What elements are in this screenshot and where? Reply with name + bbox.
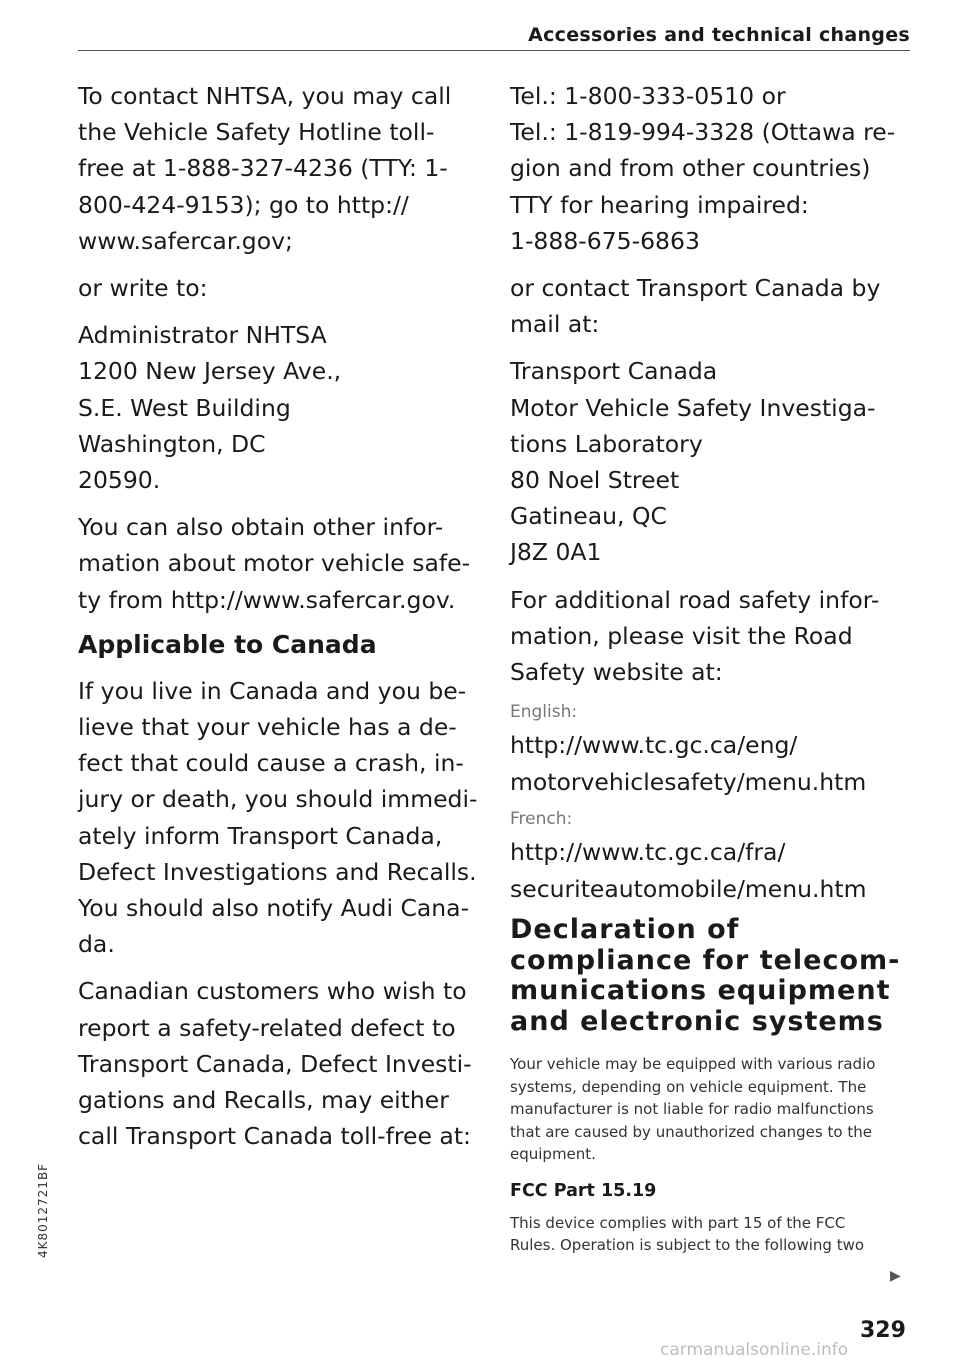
french-url[interactable] <box>510 834 920 907</box>
transport-canada-address <box>510 353 920 570</box>
text-line: 1-888-675-6863 <box>510 226 700 255</box>
english-url[interactable] <box>510 727 920 800</box>
right-column <box>510 78 920 1271</box>
page-header: Accessories and technical changes <box>528 24 910 46</box>
text-line: the Vehicle Safety Hotline toll- <box>78 118 435 147</box>
text-line: mation, please visit the Road <box>510 621 853 650</box>
text-line: lieve that your vehicle has a de- <box>78 713 457 742</box>
text-line: To contact NHTSA, you may call <box>78 82 452 110</box>
text-line: or contact Transport Canada by <box>510 274 881 303</box>
text-line: manufacturer is not liable for radio malfunctions <box>510 1100 874 1119</box>
text-line: that are caused by unauthorized changes to the <box>510 1122 872 1141</box>
text-line: For additional road safety infor- <box>510 585 880 614</box>
fcc-text <box>510 1212 920 1257</box>
text-line: equipment. <box>510 1145 596 1164</box>
text-line: systems, depending on vehicle equipment. The <box>510 1077 867 1096</box>
text-line: 800-424-9153); go to http:// <box>78 190 409 219</box>
page-number: 329 <box>860 1318 906 1343</box>
phone-numbers <box>510 78 920 259</box>
text-line: free at 1-888-327-4236 (TTY: 1- <box>78 154 448 183</box>
continue-arrow-icon: ▶ <box>890 1268 901 1284</box>
url-line[interactable]: motorvehiclesafety/menu.htm <box>510 767 867 796</box>
text-line: tions Laboratory <box>510 429 703 458</box>
text-line: mation about motor vehicle safe- <box>78 549 471 578</box>
text-line: gion and from other countries) <box>510 154 871 183</box>
text-line: ately inform Transport Canada, <box>78 821 443 850</box>
fcc-heading: FCC Part 15.19 <box>510 1180 657 1201</box>
text-line: Your vehicle may be equipped with various radio <box>510 1055 876 1074</box>
url-line[interactable]: http://www.tc.gc.ca/fra/ <box>510 838 786 867</box>
text-line: mail at: <box>510 310 600 339</box>
declaration-text <box>510 1053 920 1166</box>
text-line: 20590. <box>78 466 161 495</box>
text-line: Gatineau, QC <box>510 502 667 531</box>
text-line: www.safercar.gov; <box>78 226 293 255</box>
text-line: Transport Canada, Defect Investi- <box>78 1049 472 1078</box>
text-line: Tel.: 1-800-333-0510 or <box>510 82 786 110</box>
heading-line: compliance for telecom- <box>510 944 901 976</box>
document-code: 4K8012721BF <box>36 1162 50 1258</box>
nhtsa-contact-paragraph <box>78 78 478 259</box>
text-line: Canadian customers who wish to <box>78 977 467 1006</box>
text-line: or write to: <box>78 274 208 303</box>
header-rule <box>78 50 910 51</box>
text-line: Rules. Operation is subject to the following two <box>510 1236 865 1255</box>
canada-defect-paragraph <box>78 673 478 963</box>
text-line: If you live in Canada and you be- <box>78 676 467 705</box>
text-line: Tel.: 1-819-994-3328 (Ottawa re- <box>510 118 896 147</box>
text-line: Defect Investigations and Recalls. <box>78 857 477 886</box>
canada-heading: Applicable to Canada <box>78 629 377 659</box>
text-line: Safety website at: <box>510 658 723 687</box>
text-line: gations and Recalls, may either <box>78 1086 449 1115</box>
heading-line: munications equipment <box>510 975 891 1007</box>
english-label: English: <box>510 702 578 723</box>
french-label: French: <box>510 809 573 830</box>
nhtsa-address <box>78 317 478 498</box>
declaration-heading <box>510 915 920 1037</box>
text-line: fect that could cause a crash, in- <box>78 749 464 778</box>
road-safety-paragraph <box>510 582 920 691</box>
text-line: ty from http://www.safercar.gov. <box>78 585 456 614</box>
watermark: carmanualsonline.info <box>660 1340 849 1360</box>
text-line: call Transport Canada toll-free at: <box>78 1122 471 1151</box>
left-column <box>78 78 478 1165</box>
url-line[interactable]: http://www.tc.gc.ca/eng/ <box>510 731 798 760</box>
text-line: report a safety-related defect to <box>78 1013 456 1042</box>
text-line: You can also obtain other infor- <box>78 513 444 542</box>
text-line: 1200 New Jersey Ave., <box>78 357 342 386</box>
write-to-paragraph <box>78 270 478 306</box>
mail-intro-paragraph <box>510 270 920 342</box>
canada-report-paragraph <box>78 973 478 1154</box>
url-line[interactable]: securiteautomobile/menu.htm <box>510 874 867 903</box>
text-line: jury or death, you should immedi- <box>78 785 478 814</box>
text-line: Administrator NHTSA <box>78 321 327 350</box>
text-line: Transport Canada <box>510 357 718 386</box>
heading-line: and electronic systems <box>510 1005 884 1037</box>
more-info-paragraph <box>78 509 478 618</box>
text-line: TTY for hearing impaired: <box>510 190 809 219</box>
text-line: This device complies with part 15 of the FCC <box>510 1213 846 1232</box>
text-line: Motor Vehicle Safety Investiga- <box>510 393 876 422</box>
text-line: S.E. West Building <box>78 393 291 422</box>
text-line: da. <box>78 930 115 959</box>
heading-line: Declaration of <box>510 914 740 946</box>
text-line: 80 Noel Street <box>510 466 680 495</box>
text-line: J8Z 0A1 <box>510 538 602 567</box>
text-line: You should also notify Audi Cana- <box>78 894 470 923</box>
text-line: Washington, DC <box>78 429 266 458</box>
